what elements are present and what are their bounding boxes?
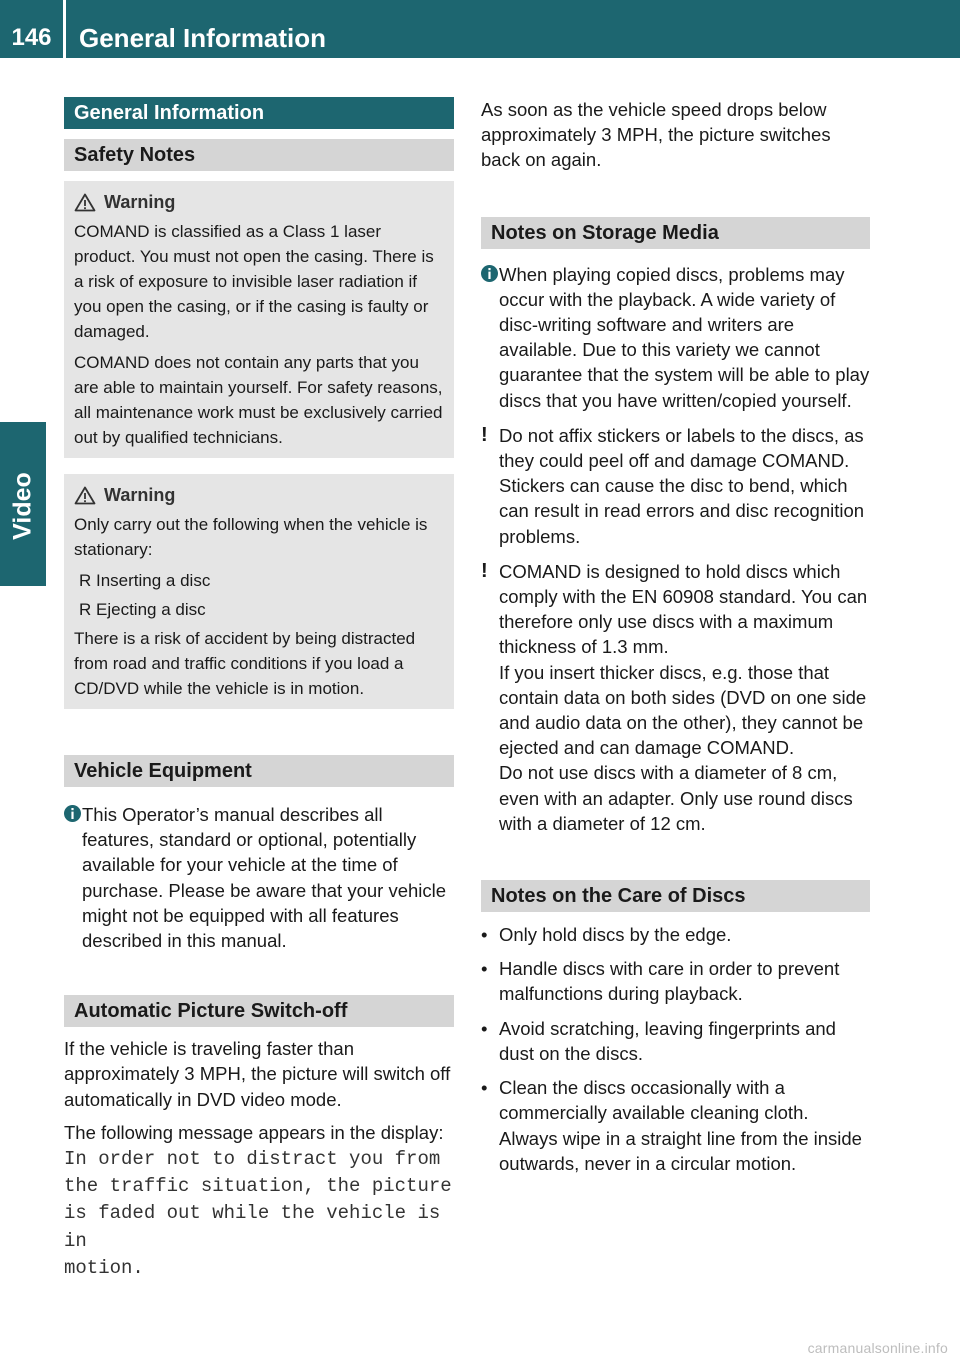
list-item: • Clean the discs occasionally with a commercially available cleaning cloth. Always wipe in a straight line from the inside outwards, never in a circular motion.: [481, 1075, 870, 1176]
caution-icon: !: [481, 559, 488, 582]
info-icon: [64, 805, 81, 822]
caution-text: Do not use discs with a diameter of 8 cm, even with an adapter. Only use round discs with a diameter of 12 cm.: [499, 762, 853, 834]
vehicle-equipment-heading: Vehicle Equipment: [64, 755, 454, 787]
warning-text: There is a risk of accident by being distracted from road and traffic conditions if you load a CD/DVD while the vehicle is in motion.: [74, 629, 416, 698]
caution-text: If you insert thicker discs, e.g. those that contain data on both sides (DVD on one side and audio data on the other), they cannot be ejected and can damage COMAND.: [499, 661, 867, 759]
page-number: 146: [11, 24, 52, 51]
auto-switchoff-heading: Automatic Picture Switch-off: [64, 995, 454, 1027]
warning-bullet: R Inserting a disc: [79, 571, 211, 590]
page-header-bar: [0, 0, 960, 58]
warning-text: Only carry out the following when the vehicle is stationary:: [74, 515, 428, 559]
list-item: • Handle discs with care in order to prevent malfunctions during playback.: [481, 956, 870, 1006]
caution-text: COMAND is designed to hold discs which comply with the EN 60908 standard. You can therefore only use discs with a maximum thickness of 1.3 mm.: [499, 560, 868, 658]
info-note: [481, 262, 870, 413]
warning-box-stationary: [64, 474, 454, 709]
info-note: [64, 802, 454, 953]
care-of-discs-heading: Notes on the Care of Discs: [481, 880, 870, 912]
list-item: • Only hold discs by the edge.: [481, 922, 870, 947]
info-text: This Operator’s manual describes all features, standard or optional, potentially available for your vehicle at the time of purchase. Please be aware that your vehicle might not be equipped with all features described in this manual.: [82, 804, 447, 952]
section-title: General Information: [64, 97, 454, 129]
caution-text: Do not affix stickers or labels to the discs, as they could peel off and damage COMAND. Stickers can cause the disc to bend, which can result in read errors and disc recognition problems.: [499, 424, 865, 547]
intro-paragraph: [481, 97, 870, 173]
list-item: • Avoid scratching, leaving fingerprints and dust on the discs.: [481, 1016, 870, 1066]
info-text: When playing copied discs, problems may occur with the playback. A wide variety of disc-writing software and writers are available. Due to this variety we cannot guarantee that the system will be able to play discs that you have written/copied yourself.: [499, 263, 870, 411]
paragraph: If the vehicle is traveling faster than approximately 3 MPH, the picture will switch off automatically in DVD video mode.: [64, 1038, 451, 1110]
right-column: [481, 97, 870, 1185]
warning-text: COMAND is classified as a Class 1 laser product. You must not open the casing. There is a risk of exposure to invisible laser radiation if you open the casing, or if the casing is faulty or damaged.: [74, 222, 434, 341]
info-icon: [481, 265, 498, 282]
warning-heading: [74, 190, 445, 215]
paragraph: [64, 1120, 454, 1281]
left-column: [64, 97, 454, 1281]
care-list: [481, 922, 870, 1176]
display-message: the traffic situation, the picture: [64, 1175, 452, 1198]
warning-heading: [74, 483, 445, 508]
header-divider: [63, 0, 66, 58]
storage-media-heading: Notes on Storage Media: [481, 217, 870, 249]
chapter-title: General Information: [79, 23, 327, 53]
paragraph-text: The following message appears in the display:: [64, 1121, 444, 1143]
safety-notes-heading: Safety Notes: [64, 139, 454, 171]
footer-watermark: carmanualsonline.info: [807, 1340, 948, 1356]
side-tab-label: Video: [8, 472, 37, 540]
caution-note: [481, 423, 870, 549]
warning-triangle-icon: [74, 486, 96, 505]
warning-text: COMAND does not contain any parts that you are able to maintain yourself. For safety reasons, all maintenance work must be exclusively carried out by qualified technicians.: [74, 353, 443, 447]
display-message: In order not to distract you from: [64, 1148, 441, 1171]
caution-icon: !: [481, 423, 488, 446]
warning-box-laser: [64, 181, 454, 458]
auto-switchoff-body: [64, 1036, 454, 1281]
caution-note: [481, 559, 870, 836]
paragraph: As soon as the vehicle speed drops below approximately 3 MPH, the picture switches back on again.: [481, 99, 831, 171]
warning-title: Warning: [104, 485, 176, 505]
display-message: is faded out while the vehicle is in: [64, 1202, 441, 1252]
warning-title: Warning: [104, 192, 176, 212]
warning-triangle-icon: [74, 193, 96, 212]
warning-bullet: R Ejecting a disc: [79, 600, 206, 619]
display-message: motion.: [64, 1256, 144, 1279]
